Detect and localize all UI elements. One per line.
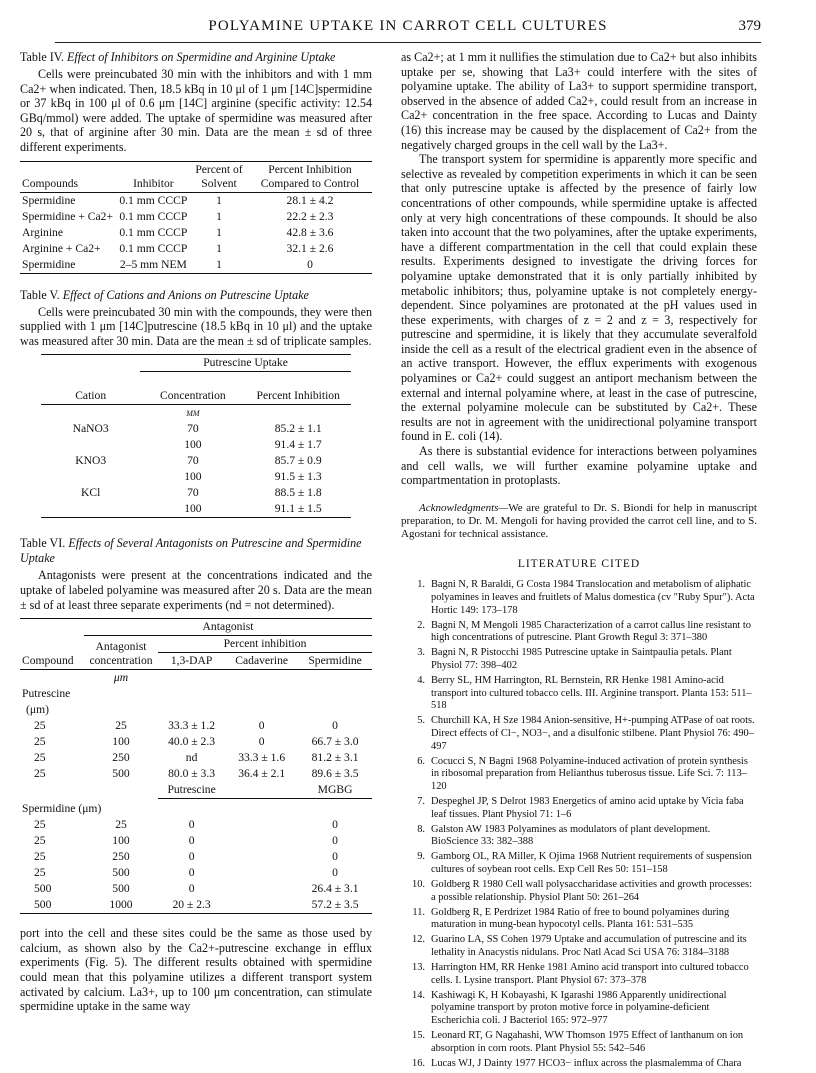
reference-item	[401, 715, 757, 753]
table-header: Putrescine	[158, 782, 225, 799]
reference-item	[401, 907, 757, 932]
table-cell: 0	[258, 719, 265, 733]
table-cell: 0	[332, 866, 338, 880]
table-cell: 0	[188, 834, 195, 848]
table-cell: 1	[216, 241, 222, 255]
table-cell: 0	[188, 882, 195, 896]
reference-number: 12.	[412, 934, 425, 946]
header-rule	[55, 42, 761, 43]
table-row	[20, 833, 372, 849]
table-row	[20, 817, 372, 833]
table-5-group-header: Putrescine Uptake	[140, 355, 351, 372]
reference-number: 5.	[417, 715, 425, 727]
acknowledgments-label: Acknowledgments—	[419, 501, 509, 514]
table-4-caption	[20, 50, 372, 65]
table-header: Compounds	[22, 176, 79, 190]
table-cell: 0.1 mm CCCP	[119, 241, 188, 255]
table-cell: nd	[185, 751, 198, 765]
left-column	[20, 50, 372, 1014]
table-row	[20, 225, 372, 241]
table-cell: 25	[34, 818, 46, 832]
table-cell: 0	[258, 735, 265, 749]
table-5-group-row	[41, 355, 351, 372]
reference-number: 13.	[412, 962, 425, 974]
table-row	[20, 750, 372, 766]
table-header: Cation	[75, 389, 107, 403]
table-5-note: Cells were preincubated 30 min with the compounds, they were then supplied with 1 μm [14C]putrescine (18.5 kBq in 10 μl) and the uptake was measured after 30 min. Data are the mean ± sd of triplicate samples.	[20, 304, 372, 348]
table-cell: 91.5 ± 1.3	[274, 470, 322, 484]
reference-number: 1.	[417, 579, 425, 591]
reference-item	[401, 675, 757, 713]
table-cell: 25	[34, 751, 46, 765]
reference-text: Leonard RT, G Nagahashi, WW Thomson 1975 Effect of lanthanum on ion absorption in corn roots. Plant Physiol 55: 542–546	[431, 1030, 744, 1054]
table-cell: 70	[187, 422, 199, 436]
table-row	[41, 485, 351, 501]
table-6-subheader-row-2	[20, 782, 372, 799]
reference-text: Bagni N, R Pistocchi 1985 Putrescine uptake in Saintpaulia petals. Plant Physiol 77: 398–402	[431, 647, 732, 671]
table-cell: 500	[34, 898, 52, 912]
reference-number: 2.	[417, 619, 425, 631]
table-6-grid	[20, 618, 372, 914]
table-row	[20, 209, 372, 225]
table-cell: 1	[216, 257, 222, 271]
table-6-group-unit-row	[20, 702, 372, 718]
table-cell: Arginine + Ca2+	[22, 241, 101, 255]
table-header: Spermidine	[308, 654, 362, 668]
table-cell: 1	[216, 193, 222, 207]
table-6-group2-label-row	[20, 799, 372, 818]
table-cell: 0.1 mm CCCP	[119, 193, 188, 207]
reference-item	[401, 934, 757, 959]
table-cell-spacer	[225, 817, 298, 833]
table-cell: 70	[187, 486, 199, 500]
table-6-antagonist-header: Antagonist	[84, 619, 372, 636]
body-paragraph-2: The transport system for spermidine is apparently more specific and selective as revealed by competition experiments in which it can be seen that only putrescine uptake is affected by the presence of fairly low concentrations of other compounds, while spermidine uptake is affected only at very high concentrations of these compounds. It should be also taken into account that the two polyamines, after the uptake experiments, have a different compartmentation in the cell that could explain these results. Experiments designed to investigate the driving forces for polyamine uptake demonstrated that it is only partially inhibited by metabolic inhibitors; thus, polyamine uptake is not completely energy-dependent. Since polyamines are protonated at the pH values used in these experiments, with charges of z = 2 and z = 3, respectively for putrescine and spermidine, it is likely that they accumulate severalfold inside the cell as a result of the electrical gradient even in the absence of an active transport. However, the efflux experiments with exogenous polyamines or Ca2+ could suggest an antiport mechanism between the external and internal polyamine where, at least in the case of putrescine, the external polyamine molecule can be substituted by Ca2+. These results are not in agreement with the unidirectional polyamine transport found in E. coli (14).	[401, 152, 757, 444]
group-label: Putrescine	[22, 687, 71, 701]
reference-text: Bagni N, R Baraldi, G Costa 1984 Translocation and metabolism of aliphatic polyamines in leaves and fruitlets of Malus domestica (cv "Ruby Spur"). Acta Hortic 149: 173–178	[431, 579, 755, 616]
table-cell: 100	[112, 834, 130, 848]
table-5-label: Table V.	[20, 287, 60, 302]
table-5-caption	[20, 288, 372, 303]
table-cell: 100	[184, 438, 202, 452]
table-row	[41, 421, 351, 437]
table-6-caption	[20, 536, 372, 566]
table-cell: 85.7 ± 0.9	[274, 454, 322, 468]
table-cell: 500	[112, 882, 130, 896]
table-6-note: Antagonists were present at the concentrations indicated and the uptake of labeled polyamine was measured after 20 s. Data are the mean ± sd of at least three separate experiments (nd = not determined).	[20, 568, 372, 612]
table-row	[20, 192, 372, 209]
table-cell: 57.2 ± 3.5	[311, 898, 359, 912]
table-4-title: Effect of Inhibitors on Spermidine and Arginine Uptake	[66, 50, 336, 64]
table-6-group-row	[20, 619, 372, 636]
table-5-grid	[41, 354, 351, 518]
table-6-body-1	[20, 718, 372, 782]
table-cell: 0	[188, 866, 195, 880]
reference-item	[401, 990, 757, 1028]
reference-number: 15.	[412, 1030, 425, 1041]
table-cell: 0.1 mm CCCP	[119, 225, 188, 239]
table-6-percent-header: Percent inhibition	[158, 636, 372, 653]
table-cell: NaNO3	[72, 422, 109, 436]
reference-text: Gamborg OL, RA Miller, K Ojima 1968 Nutrient requirements of suspension cultures of soybean root cells. Exp Cell Res 50: 151–158	[431, 851, 752, 875]
table-cell: 91.4 ± 1.7	[274, 438, 322, 452]
reference-number: 11.	[412, 906, 425, 918]
table-cell: 25	[34, 834, 46, 848]
reference-item	[401, 620, 757, 645]
table-cell: 36.4 ± 2.1	[238, 767, 286, 781]
table-cell-spacer	[225, 849, 298, 865]
table-cell: 500	[34, 882, 52, 896]
table-cell: 0	[332, 834, 338, 848]
table-row	[41, 501, 351, 518]
table-cell: 0	[188, 850, 195, 864]
reference-item	[401, 1030, 757, 1055]
table-header: Percent Inhibition Compared to Control	[260, 162, 360, 190]
right-column	[401, 50, 757, 1073]
table-cell: 0.1 mm CCCP	[119, 209, 188, 223]
table-cell: 20 ± 2.3	[172, 898, 211, 912]
table-header: Compound	[22, 654, 74, 668]
reference-text: Harrington HM, RR Henke 1981 Amino acid transport into cultured tobacco cells. I. Lysine transport. Plant Physiol 67: 373–378	[431, 962, 749, 986]
table-5-body	[41, 421, 351, 518]
table-cell: 33.3 ± 1.6	[238, 751, 286, 765]
table-cell: 22.2 ± 2.3	[286, 209, 334, 223]
reference-text: Bagni N, M Mengoli 1985 Characterization of a carrot callus line resistant to high concentrations of putrescine. Plant Growth Regul 3: 371–380	[431, 619, 751, 644]
table-4-note: Cells were preincubated 30 min with the inhibitors and with 1 mm Ca2+ when indicated. Then, 18.5 kBq in 10 μl of 1 μm [14C]spermidine or 37 kBq in 100 μl of 0.6 μm [14C] arginine (specific activity: 12.54 GBq/mmol) were added. The uptake of spermidine was measured after 20 s, that of arginine after 30 min. Data are the mean ± sd of three different experiments.	[20, 67, 372, 154]
table-row	[20, 241, 372, 257]
acknowledgments	[401, 502, 757, 541]
literature-heading: LITERATURE CITED	[517, 557, 641, 570]
table-cell: Spermidine + Ca2+	[22, 209, 114, 223]
table-row	[20, 766, 372, 782]
table-6-unit-row	[20, 670, 372, 687]
reference-text: Cocucci S, N Bagni 1968 Polyamine-induced activation of protein synthesis in ribosomal preparation from Helianthus tuberosus tissue. Life Sci. 7: 113–120	[431, 755, 748, 792]
reference-number: 8.	[417, 823, 425, 835]
reference-item	[401, 851, 757, 876]
table-6	[20, 536, 372, 914]
reference-text: Galston AW 1983 Polyamines as modulators of plant development. BioScience 33: 382–388	[431, 823, 711, 848]
table-cell: 25	[34, 850, 46, 864]
table-cell: KCl	[81, 486, 101, 500]
table-cell: 40.0 ± 2.3	[168, 735, 216, 749]
table-cell: 88.5 ± 1.8	[274, 486, 322, 500]
table-cell-spacer	[225, 833, 298, 849]
table-cell: 28.1 ± 4.2	[286, 193, 334, 207]
table-row	[41, 437, 351, 453]
table-cell: 500	[112, 866, 130, 880]
table-cell: 100	[184, 470, 202, 484]
table-header: Antagonist concentration	[89, 640, 153, 668]
page-number: 379	[738, 18, 761, 34]
page-header	[55, 18, 761, 40]
table-cell: 26.4 ± 3.1	[311, 882, 359, 896]
table-cell: 33.3 ± 1.2	[168, 719, 216, 733]
group-unit: (μm)	[26, 703, 49, 717]
reference-number: 10.	[412, 878, 425, 890]
table-cell: 70	[187, 454, 199, 468]
table-row	[20, 897, 372, 914]
reference-number: 3.	[417, 647, 425, 659]
table-cell: 91.1 ± 1.5	[274, 502, 322, 516]
table-cell: 0	[332, 850, 338, 864]
body-paragraph-1: as Ca2+; at 1 mm it nullifies the stimulation due to Ca2+ but also inhibits uptake per se, showing that La3+ could interfere with the sites of polyamine uptake. The ability of La3+ to support spermidine transport, observed in the absence of added Ca2+, could result from an increase in Ca2+ concentration in the free space. According to Lucas and Dainty (16) this increase may be caused by the displacement of Ca2+ from the negatively charged groups in the cell wall by the La3+.	[401, 50, 757, 152]
table-cell: 25	[34, 866, 46, 880]
table-cell	[41, 501, 140, 518]
table-5-title: Effect of Cations and Anions on Putrescine Uptake	[62, 287, 309, 302]
unit-label: mm	[186, 406, 200, 420]
reference-item	[401, 962, 757, 987]
table-header: 1,3-DAP	[170, 654, 213, 668]
table-cell: 25	[34, 719, 46, 733]
reference-number: 16.	[412, 1057, 425, 1069]
table-5	[20, 288, 372, 519]
table-cell: 1	[216, 225, 222, 239]
table-cell: 42.8 ± 3.6	[286, 225, 334, 239]
reference-item	[401, 824, 757, 849]
running-title: POLYAMINE UPTAKE IN CARROT CELL CULTURES	[208, 18, 608, 34]
table-cell: 25	[34, 735, 46, 749]
table-cell: 100	[184, 502, 202, 516]
table-cell: 1	[216, 209, 222, 223]
table-cell: 0	[332, 818, 338, 832]
table-row	[20, 734, 372, 750]
table-header: Percent of Solvent	[195, 162, 243, 190]
table-cell: 500	[112, 767, 130, 781]
table-row	[20, 865, 372, 881]
group-label: Spermidine (μm)	[22, 802, 102, 816]
table-4-grid	[20, 161, 372, 274]
table-cell: 25	[34, 767, 46, 781]
table-6-group-label-row	[20, 686, 372, 702]
table-cell: 0	[307, 257, 313, 271]
table-cell-spacer	[225, 881, 298, 897]
reference-item	[401, 579, 757, 617]
table-cell: 89.6 ± 3.5	[311, 767, 359, 781]
reference-number: 14.	[412, 989, 425, 1001]
table-cell: 100	[112, 735, 130, 749]
table-cell: 25	[115, 818, 127, 832]
table-cell: 25	[115, 719, 127, 733]
table-cell-spacer	[225, 897, 298, 914]
table-4	[20, 50, 372, 274]
table-cell: Arginine	[22, 225, 64, 239]
table-6-body-2	[20, 817, 372, 914]
table-cell: 85.2 ± 1.1	[274, 422, 322, 436]
table-cell: 250	[112, 850, 130, 864]
table-row	[20, 718, 372, 734]
table-row	[20, 257, 372, 274]
table-cell: 0	[188, 818, 195, 832]
reference-number: 9.	[417, 851, 425, 863]
table-cell: Spermidine	[22, 257, 76, 271]
table-cell: 250	[112, 751, 130, 765]
reference-text: Berry SL, HM Harrington, RL Bernstein, RR Henke 1981 Amino-acid transport into cultured tobacco cells. III. Arginine transport. Planta 153: 511–518	[431, 675, 752, 712]
table-header: Cadaverine	[235, 654, 289, 668]
reference-number: 6.	[417, 755, 425, 767]
table-6-label: Table VI.	[20, 536, 66, 551]
table-row	[20, 881, 372, 897]
table-6-title: Effects of Several Antagonists on Putrescine and Spermidine Uptake	[20, 536, 362, 566]
table-cell: Spermidine	[22, 193, 76, 207]
reference-item	[401, 879, 757, 904]
table-cell: 66.7 ± 3.0	[311, 735, 359, 749]
reference-text: Churchill KA, H Sze 1984 Anion-sensitive, H+-pumping ATPase of oat roots. Direct effects of Cl−, NO3−, and a disulfonic stilbene. Plant Physiol 76: 490–497	[431, 715, 755, 752]
reference-text: Kashiwagi K, H Kobayashi, K Igarashi 1986 Apparently unidirectional polyamine transport by proton motive force in polyamine-deficient Escherichia coli. J Bacteriol 165: 972–977	[431, 989, 727, 1026]
reference-item	[401, 756, 757, 794]
table-cell: 81.2 ± 3.1	[311, 751, 359, 765]
table-4-label: Table IV.	[20, 50, 64, 64]
reference-item	[401, 1058, 757, 1071]
reference-list	[401, 579, 757, 1070]
table-cell: 2–5 mm NEM	[119, 257, 187, 271]
table-cell	[41, 469, 140, 485]
table-header: MGBG	[298, 782, 372, 799]
reference-item	[401, 796, 757, 821]
table-cell-spacer	[225, 865, 298, 881]
table-row	[41, 453, 351, 469]
reference-text: Goldberg R 1980 Cell wall polysaccharidase activities and growth processes: a possible relationship. Physiol Plant 50: 261–264	[431, 878, 752, 903]
table-row	[41, 469, 351, 485]
table-cell: 0	[332, 719, 338, 733]
table-row	[20, 849, 372, 865]
table-4-header-row	[20, 161, 372, 192]
table-cell	[41, 437, 140, 453]
table-header: Concentration	[160, 389, 226, 403]
acknowledgments-text: We are grateful to Dr. S. Biondi for help in manuscript preparation, to Dr. M. Mengoli for having provided the carrot cell line, and to S. Agostani for technical assistance.	[401, 501, 757, 540]
table-5-unit-row	[41, 405, 351, 422]
reference-text: Despeghel JP, S Delrot 1983 Energetics of amino acid uptake by Vicia faba leaf tissues. Plant Physiol 71: 1–6	[431, 795, 744, 820]
table-cell: 80.0 ± 3.3	[168, 767, 216, 781]
left-body-text: port into the cell and these sites could be the same as those used by calcium, as shown also by the Ca2+-putrescine exchange in efflux experiments (Fig. 5). The different results obtained with spermidine could mean that this polyamine utilizes a different transport system activated by calcium. La3+, up to 100 μm concentration, can stimulate spermidine uptake in the same way	[20, 926, 372, 1014]
table-4-body	[20, 192, 372, 273]
table-header: Percent Inhibition	[256, 389, 340, 403]
table-cell: 1000	[109, 898, 133, 912]
table-cell: KNO3	[75, 454, 107, 468]
body-paragraph-3: As there is substantial evidence for interactions between polyamines and cell walls, we will further examine polyamine uptake and compartmentation in protoplasts.	[401, 444, 757, 488]
reference-item	[401, 647, 757, 672]
reference-number: 4.	[417, 675, 425, 687]
reference-text: Guarino LA, SS Cohen 1979 Uptake and accumulation of putrescine and its lethality in Anacystis nidulans. Proc Natl Acad Sci USA 76: 3184–3188	[431, 934, 747, 958]
reference-text: Lucas WJ, J Dainty 1977 HCO3− influx across the plasmalemma of Chara	[431, 1057, 742, 1069]
table-header: Inhibitor	[133, 176, 174, 190]
reference-number: 7.	[417, 795, 425, 807]
table-cell: 32.1 ± 2.6	[286, 241, 334, 255]
unit-label: μm	[113, 671, 129, 685]
reference-text: Goldberg R, E Perdrizet 1984 Ratio of free to bound polyamines during maturation in mung-bean hypocotyl cells. Planta 161: 531–535	[431, 906, 730, 931]
